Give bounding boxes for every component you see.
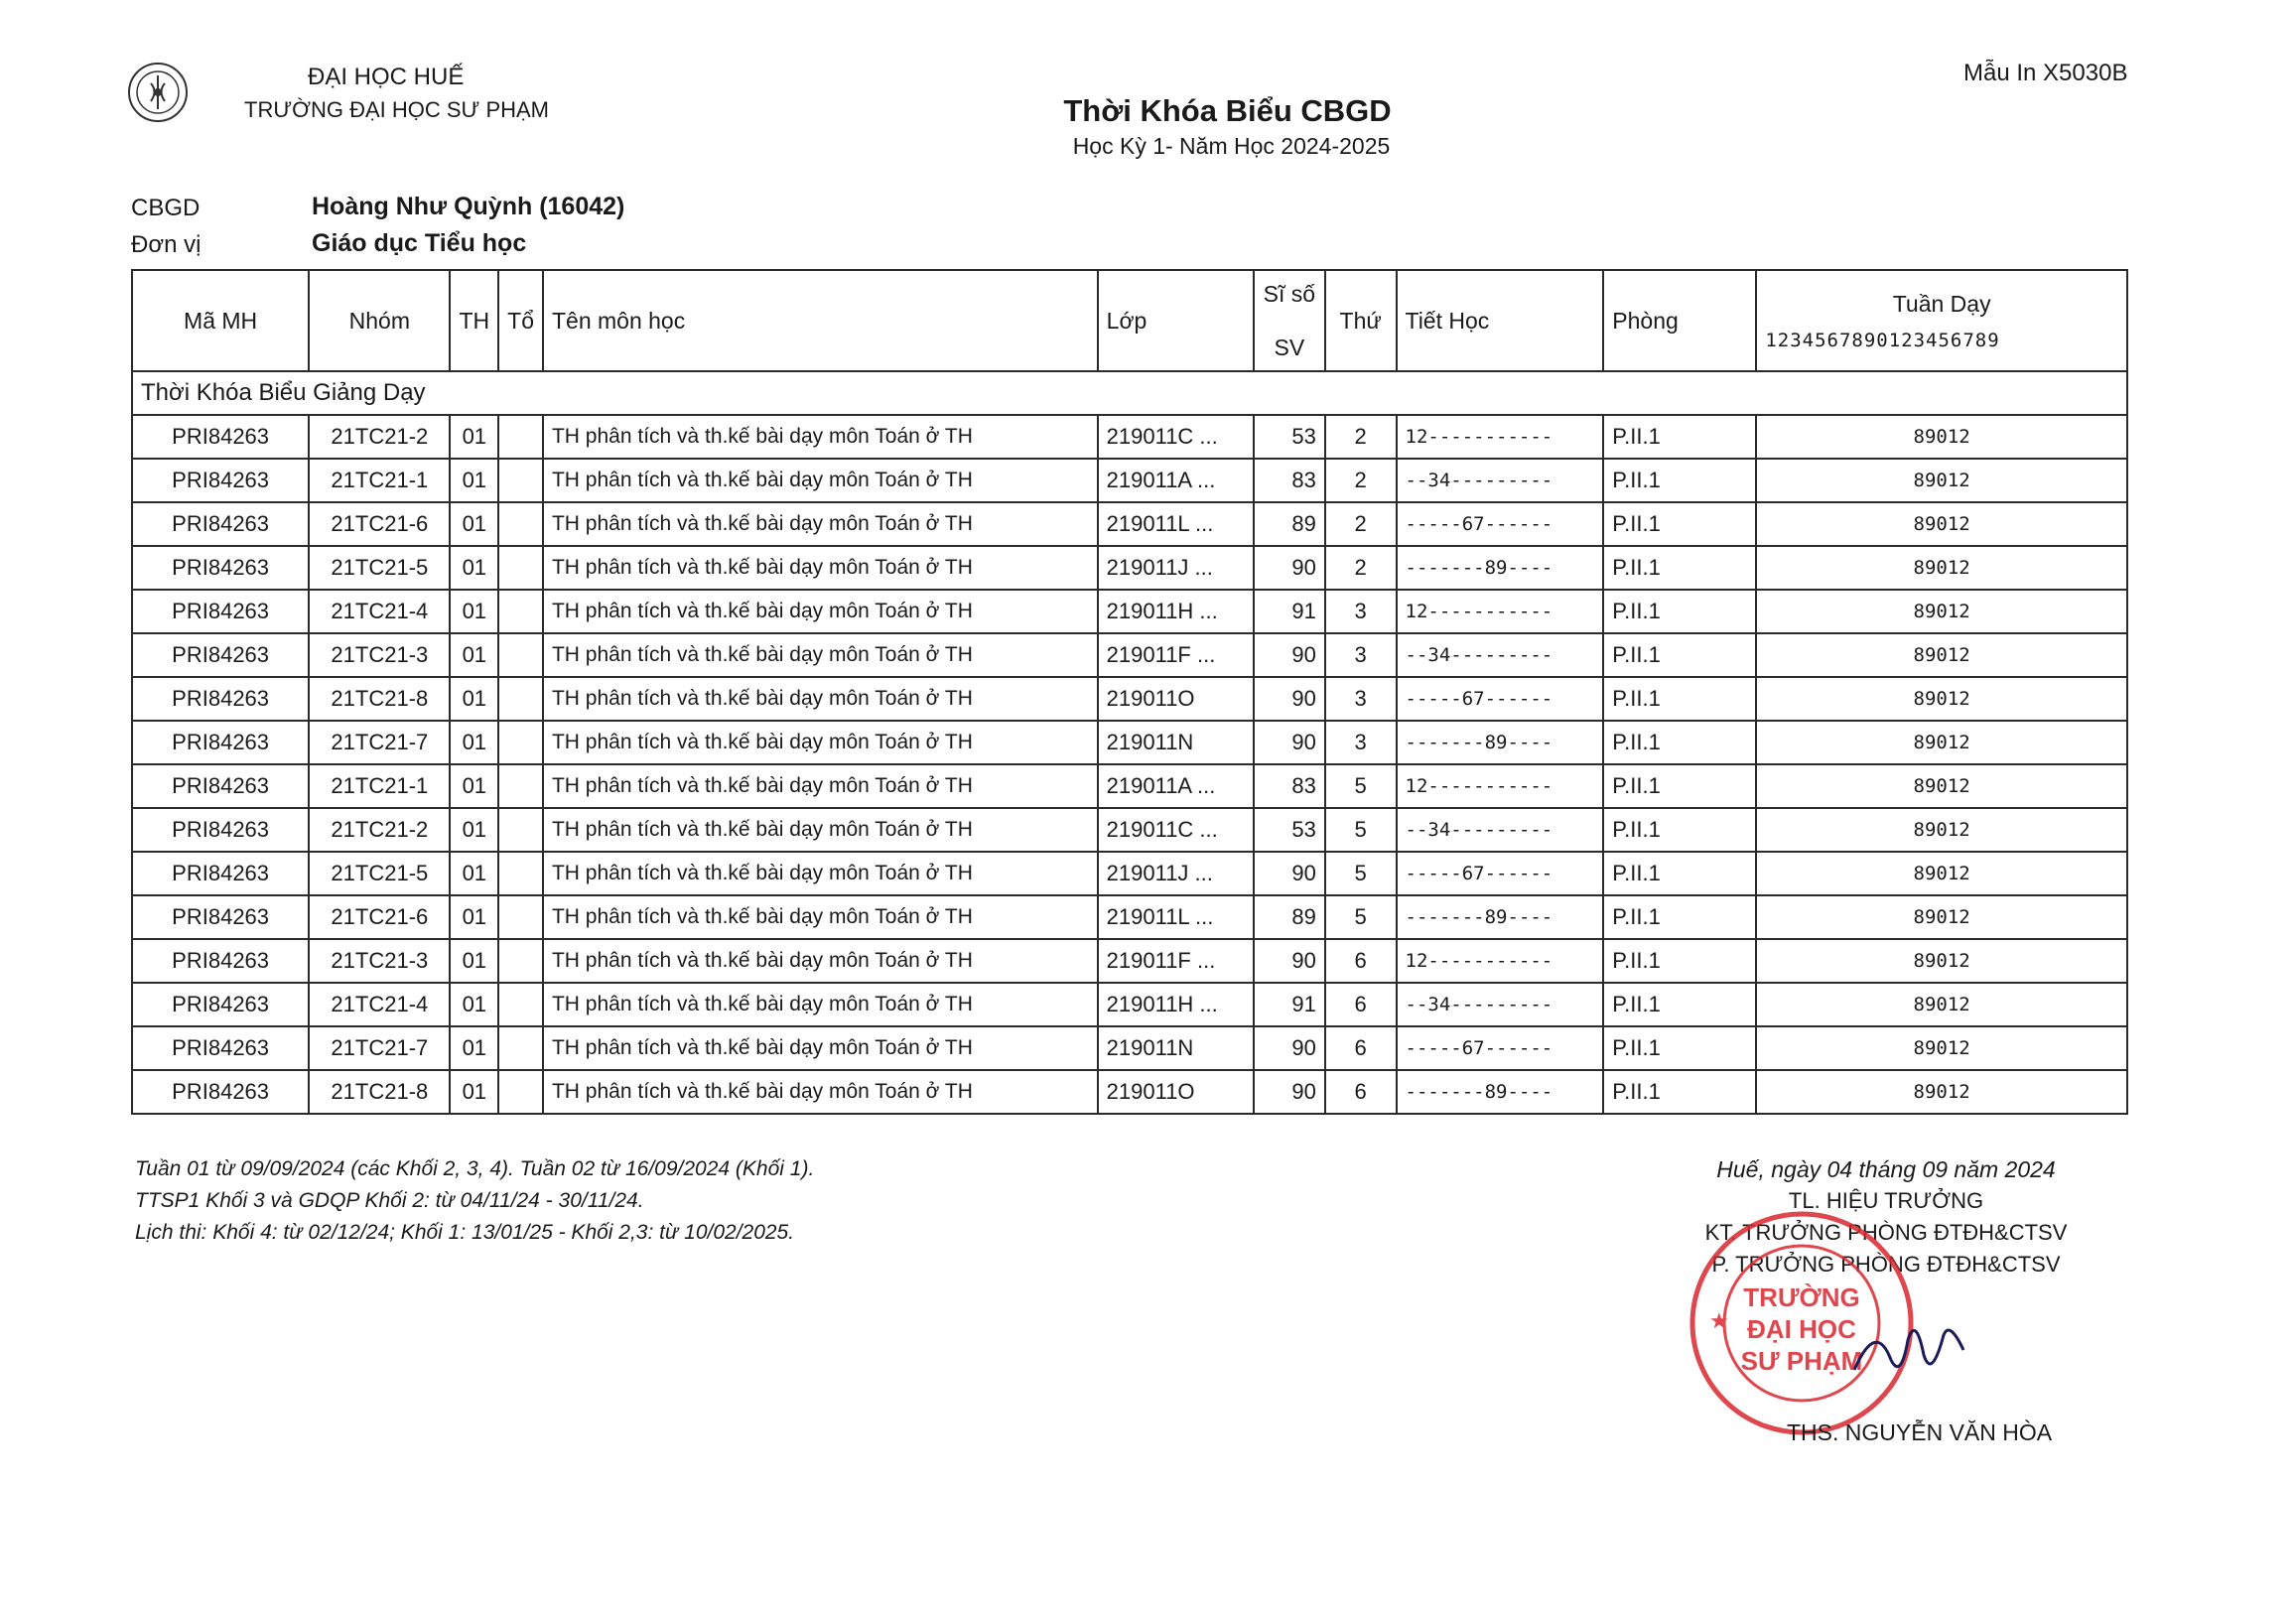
table-cell-th: 01 [450,502,498,546]
table-cell-thu: 3 [1325,633,1397,677]
header-th: TH [450,270,498,371]
header-tuan-day [1756,270,2127,371]
table-cell-thu: 6 [1325,983,1397,1026]
table-cell-lop: 219011O [1098,677,1254,721]
table-cell-to [498,1070,543,1114]
unit-value: Giáo dục Tiểu học [312,229,527,257]
table-cell-tiet-hoc: -------89---- [1397,721,1604,764]
table-cell-to [498,633,543,677]
table-cell-lop: 219011O [1098,1070,1254,1114]
page-title: Thời Khóa Biểu CBGD [1063,93,1392,128]
table-cell-ten-mon: TH phân tích và th.kế bài dạy môn Toán ở TH [543,502,1098,546]
signer-name: THS. NGUYỄN VĂN HÒA [1787,1419,2053,1445]
table-cell-to [498,721,543,764]
table-cell-lop: 219011N [1098,1026,1254,1070]
table-cell-tiet-hoc: 12----------- [1397,415,1604,459]
table-cell-nhom: 21TC21-1 [309,764,450,808]
table-cell-tiet-hoc: 12----------- [1397,764,1604,808]
table-cell-thu: 5 [1325,895,1397,939]
table-cell-nhom: 21TC21-5 [309,852,450,895]
table-cell-nhom: 21TC21-4 [309,590,450,633]
table-cell-lop: 219011F ... [1098,939,1254,983]
table-cell-thu: 6 [1325,939,1397,983]
table-cell-si-so: 91 [1254,590,1325,633]
signature-line-2: KT. TRƯỞNG PHÒNG ĐTĐH&CTSV [1704,1220,2068,1245]
table-cell-ma-mh: PRI84263 [132,808,309,852]
table-cell-th: 01 [450,721,498,764]
table-cell-ma-mh: PRI84263 [132,633,309,677]
table-cell-si-so: 90 [1254,1026,1325,1070]
table-cell-to [498,677,543,721]
table-cell-tiet-hoc: --34--------- [1397,983,1604,1026]
table-cell-lop: 219011J ... [1098,852,1254,895]
table-cell-thu: 5 [1325,764,1397,808]
table-cell-to [498,1026,543,1070]
signature-date: Huế, ngày 04 tháng 09 năm 2024 [1716,1156,2056,1182]
table-row [132,546,2127,590]
table-cell-phong: P.II.1 [1603,459,1756,502]
table-cell-to [498,895,543,939]
table-cell-ten-mon: TH phân tích và th.kế bài dạy môn Toán ở TH [543,808,1098,852]
table-cell-si-so: 90 [1254,633,1325,677]
table-cell-ma-mh: PRI84263 [132,590,309,633]
table-cell-lop: 219011C ... [1098,808,1254,852]
table-cell-th: 01 [450,852,498,895]
table-cell-tiet-hoc: -----67------ [1397,677,1604,721]
table-cell-ma-mh: PRI84263 [132,721,309,764]
header-ten-mon: Tên môn học [543,270,1098,371]
table-cell-phong: P.II.1 [1603,677,1756,721]
table-cell-si-so: 89 [1254,895,1325,939]
table-cell-nhom: 21TC21-3 [309,633,450,677]
table-cell-ma-mh: PRI84263 [132,502,309,546]
table-cell-thu: 6 [1325,1070,1397,1114]
table-cell-lop: 219011L ... [1098,895,1254,939]
table-cell-phong: P.II.1 [1603,895,1756,939]
table-cell-ten-mon: TH phân tích và th.kế bài dạy môn Toán ở TH [543,721,1098,764]
section-row [132,371,2127,415]
header-tuan-day-title: Tuần Dạy [1892,290,1991,317]
table-cell-ten-mon: TH phân tích và th.kế bài dạy môn Toán ở TH [543,1026,1098,1070]
table-cell-nhom: 21TC21-8 [309,1070,450,1114]
table-cell-tuan-day: 89012 [1756,633,2127,677]
table-cell-tuan-day: 89012 [1756,939,2127,983]
table-cell-lop: 219011C ... [1098,415,1254,459]
table-cell-ma-mh: PRI84263 [132,939,309,983]
table-cell-ten-mon: TH phân tích và th.kế bài dạy môn Toán ở TH [543,983,1098,1026]
table-cell-lop: 219011N [1098,721,1254,764]
unit-label: Đơn vị [131,231,202,258]
table-cell-nhom: 21TC21-2 [309,415,450,459]
svg-text:★: ★ [1709,1308,1729,1333]
table-header-row [132,270,2127,371]
table-cell-nhom: 21TC21-7 [309,1026,450,1070]
table-cell-phong: P.II.1 [1603,808,1756,852]
handwritten-signature [1846,1310,1975,1390]
table-row [132,939,2127,983]
table-cell-ten-mon: TH phân tích và th.kế bài dạy môn Toán ở TH [543,852,1098,895]
table-cell-th: 01 [450,939,498,983]
table-cell-th: 01 [450,633,498,677]
table-cell-tuan-day: 89012 [1756,459,2127,502]
header-thu: Thứ [1325,270,1397,371]
table-cell-ma-mh: PRI84263 [132,546,309,590]
header-lop: Lớp [1098,270,1254,371]
table-cell-thu: 3 [1325,590,1397,633]
table-cell-thu: 2 [1325,415,1397,459]
table-cell-thu: 2 [1325,546,1397,590]
table-cell-phong: P.II.1 [1603,983,1756,1026]
header-to: Tổ [498,270,543,371]
note-line: TTSP1 Khối 3 và GDQP Khối 2: từ 04/11/24 - 30/11/24. [135,1189,644,1212]
table-row [132,721,2127,764]
table-cell-tuan-day: 89012 [1756,983,2127,1026]
table-cell-ten-mon: TH phân tích và th.kế bài dạy môn Toán ở TH [543,633,1098,677]
table-cell-lop: 219011J ... [1098,546,1254,590]
signature-line-3: P. TRƯỞNG PHÒNG ĐTĐH&CTSV [1711,1252,2061,1277]
table-cell-phong: P.II.1 [1603,502,1756,546]
table-cell-si-so: 90 [1254,677,1325,721]
table-cell-tuan-day: 89012 [1756,1026,2127,1070]
header-week-digits: 1234567890123456789 [1765,329,2000,351]
table-cell-lop: 219011H ... [1098,590,1254,633]
note-line: Tuần 01 từ 09/09/2024 (các Khối 2, 3, 4). Tuần 02 từ 16/09/2024 (Khối 1). [135,1157,815,1180]
table-cell-ten-mon: TH phân tích và th.kế bài dạy môn Toán ở TH [543,459,1098,502]
table-cell-si-so: 90 [1254,939,1325,983]
section-title: Thời Khóa Biểu Giảng Dạy [132,371,2127,415]
table-cell-ten-mon: TH phân tích và th.kế bài dạy môn Toán ở TH [543,1070,1098,1114]
signature-line-1: TL. HIỆU TRƯỞNG [1788,1188,1984,1213]
header-tiet-hoc: Tiết Học [1397,270,1604,371]
table-cell-tuan-day: 89012 [1756,1070,2127,1114]
table-cell-lop: 219011L ... [1098,502,1254,546]
table-cell-th: 01 [450,590,498,633]
note-line: Lịch thi: Khối 4: từ 02/12/24; Khối 1: 13/01/25 - Khối 2,3: từ 10/02/2025. [135,1221,795,1244]
table-cell-si-so: 91 [1254,983,1325,1026]
table-cell-to [498,764,543,808]
table-cell-tuan-day: 89012 [1756,852,2127,895]
table-cell-si-so: 83 [1254,764,1325,808]
table-cell-thu: 5 [1325,808,1397,852]
table-cell-tiet-hoc: -----67------ [1397,502,1604,546]
table-cell-ten-mon: TH phân tích và th.kế bài dạy môn Toán ở TH [543,895,1098,939]
table-cell-th: 01 [450,1070,498,1114]
table-cell-th: 01 [450,415,498,459]
table-cell-to [498,415,543,459]
table-cell-tuan-day: 89012 [1756,546,2127,590]
table-cell-tiet-hoc: --34--------- [1397,633,1604,677]
header-phong: Phòng [1603,270,1756,371]
cbgd-label: CBGD [131,195,201,221]
table-cell-thu: 5 [1325,852,1397,895]
cbgd-value: Hoàng Như Quỳnh (16042) [312,193,625,220]
table-row [132,502,2127,546]
table-cell-ma-mh: PRI84263 [132,1070,309,1114]
table-cell-tuan-day: 89012 [1756,895,2127,939]
table-cell-si-so: 90 [1254,852,1325,895]
table-row [132,1070,2127,1114]
table-cell-ma-mh: PRI84263 [132,459,309,502]
table-cell-to [498,939,543,983]
table-cell-thu: 3 [1325,677,1397,721]
table-cell-thu: 2 [1325,459,1397,502]
table-cell-ten-mon: TH phân tích và th.kế bài dạy môn Toán ở TH [543,590,1098,633]
table-row [132,415,2127,459]
table-cell-lop: 219011F ... [1098,633,1254,677]
table-cell-to [498,983,543,1026]
notes-block [135,1153,814,1249]
table-cell-tiet-hoc: -------89---- [1397,895,1604,939]
svg-text:SƯ PHẠM: SƯ PHẠM [1740,1346,1863,1376]
table-cell-tuan-day: 89012 [1756,677,2127,721]
table-cell-nhom: 21TC21-3 [309,939,450,983]
table-cell-ten-mon: TH phân tích và th.kế bài dạy môn Toán ở TH [543,415,1098,459]
table-cell-nhom: 21TC21-6 [309,502,450,546]
table-cell-ma-mh: PRI84263 [132,1026,309,1070]
table-cell-ma-mh: PRI84263 [132,764,309,808]
table-cell-ma-mh: PRI84263 [132,895,309,939]
table-cell-tiet-hoc: --34--------- [1397,808,1604,852]
table-cell-phong: P.II.1 [1603,1026,1756,1070]
table-cell-tiet-hoc: -----67------ [1397,1026,1604,1070]
table-cell-th: 01 [450,983,498,1026]
table-cell-nhom: 21TC21-4 [309,983,450,1026]
table-cell-nhom: 21TC21-1 [309,459,450,502]
svg-text:TRƯỜNG: TRƯỜNG [1743,1282,1860,1312]
table-cell-phong: P.II.1 [1603,633,1756,677]
table-cell-si-so: 90 [1254,1070,1325,1114]
table-cell-phong: P.II.1 [1603,415,1756,459]
table-cell-to [498,502,543,546]
table-cell-to [498,546,543,590]
table-cell-nhom: 21TC21-7 [309,721,450,764]
table-cell-tiet-hoc: 12----------- [1397,939,1604,983]
table-cell-lop: 219011H ... [1098,983,1254,1026]
table-cell-th: 01 [450,459,498,502]
table-row [132,852,2127,895]
table-cell-ma-mh: PRI84263 [132,983,309,1026]
table-cell-thu: 3 [1325,721,1397,764]
table-cell-si-so: 83 [1254,459,1325,502]
table-cell-nhom: 21TC21-6 [309,895,450,939]
table-cell-phong: P.II.1 [1603,590,1756,633]
table-cell-ma-mh: PRI84263 [132,415,309,459]
table-cell-th: 01 [450,895,498,939]
table-cell-th: 01 [450,1026,498,1070]
table-cell-nhom: 21TC21-2 [309,808,450,852]
table-cell-ma-mh: PRI84263 [132,852,309,895]
table-cell-lop: 219011A ... [1098,764,1254,808]
university-name: ĐẠI HỌC HUẾ [308,64,465,90]
table-cell-th: 01 [450,677,498,721]
header-si-so-line2: SV [1274,334,1305,360]
table-cell-tiet-hoc: --34--------- [1397,459,1604,502]
table-cell-phong: P.II.1 [1603,764,1756,808]
form-code: Mẫu In X5030B [1963,60,2128,86]
header-si-so [1254,270,1325,371]
table-cell-si-so: 90 [1254,546,1325,590]
table-cell-tiet-hoc: 12----------- [1397,590,1604,633]
table-cell-si-so: 53 [1254,415,1325,459]
table-cell-thu: 6 [1325,1026,1397,1070]
table-row [132,808,2127,852]
table-cell-th: 01 [450,808,498,852]
table-row [132,633,2127,677]
table-cell-si-so: 53 [1254,808,1325,852]
table-cell-to [498,852,543,895]
table-row [132,895,2127,939]
svg-text:ĐẠI HỌC: ĐẠI HỌC [1747,1314,1856,1344]
table-cell-ten-mon: TH phân tích và th.kế bài dạy môn Toán ở TH [543,764,1098,808]
table-cell-tuan-day: 89012 [1756,590,2127,633]
table-cell-to [498,590,543,633]
table-cell-phong: P.II.1 [1603,1070,1756,1114]
school-name: TRƯỜNG ĐẠI HỌC SƯ PHẠM [244,97,550,122]
table-cell-phong: P.II.1 [1603,546,1756,590]
table-row [132,590,2127,633]
table-cell-ten-mon: TH phân tích và th.kế bài dạy môn Toán ở TH [543,939,1098,983]
schedule-table [131,269,2128,1115]
table-cell-phong: P.II.1 [1603,721,1756,764]
table-cell-tuan-day: 89012 [1756,764,2127,808]
table-row [132,764,2127,808]
table-row [132,983,2127,1026]
table-cell-nhom: 21TC21-8 [309,677,450,721]
table-cell-ten-mon: TH phân tích và th.kế bài dạy môn Toán ở TH [543,677,1098,721]
table-cell-th: 01 [450,546,498,590]
table-cell-to [498,459,543,502]
table-cell-tiet-hoc: -------89---- [1397,1070,1604,1114]
table-cell-tiet-hoc: -------89---- [1397,546,1604,590]
table-cell-si-so: 90 [1254,721,1325,764]
table-cell-phong: P.II.1 [1603,939,1756,983]
table-cell-tiet-hoc: -----67------ [1397,852,1604,895]
table-cell-tuan-day: 89012 [1756,502,2127,546]
table-cell-ten-mon: TH phân tích và th.kế bài dạy môn Toán ở TH [543,546,1098,590]
header-si-so-line1: Sĩ số [1263,280,1316,307]
table-cell-to [498,808,543,852]
table-cell-si-so: 89 [1254,502,1325,546]
page-subtitle: Học Kỳ 1- Năm Học 2024-2025 [1072,133,1391,159]
table-cell-phong: P.II.1 [1603,852,1756,895]
table-row [132,677,2127,721]
table-cell-th: 01 [450,764,498,808]
table-cell-thu: 2 [1325,502,1397,546]
table-cell-tuan-day: 89012 [1756,415,2127,459]
header-nhom: Nhóm [309,270,450,371]
header-ma-mh: Mã MH [132,270,309,371]
table-row [132,459,2127,502]
table-cell-nhom: 21TC21-5 [309,546,450,590]
table-cell-ma-mh: PRI84263 [132,677,309,721]
table-row [132,1026,2127,1070]
table-cell-lop: 219011A ... [1098,459,1254,502]
table-cell-tuan-day: 89012 [1756,808,2127,852]
table-cell-tuan-day: 89012 [1756,721,2127,764]
